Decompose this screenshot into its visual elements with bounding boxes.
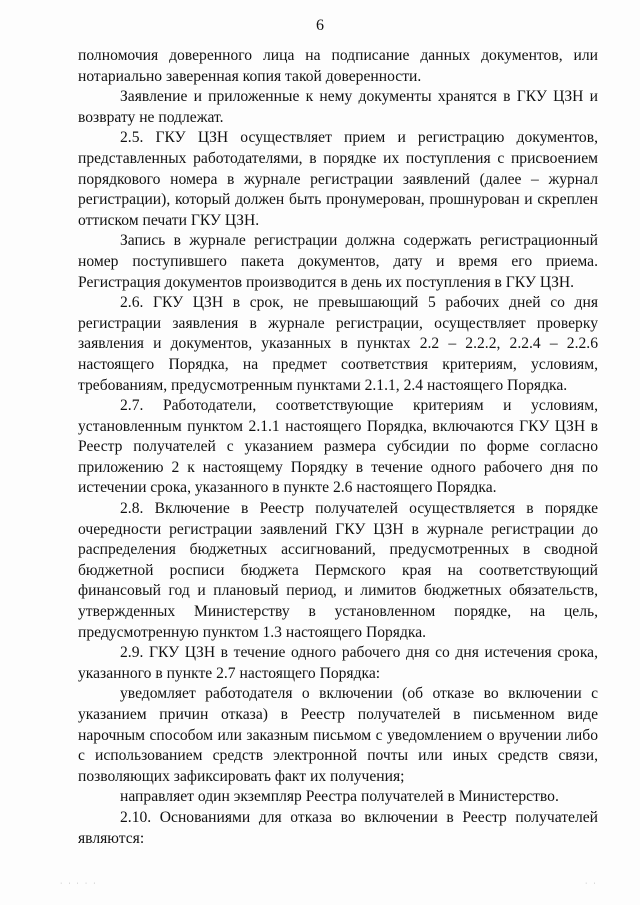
paragraph-2-10: 2.10. Основаниями для отказа во включении в Реестр получателей являются: [78, 808, 598, 847]
paragraph-continuation: полномочия доверенного лица на подписание данных документов, или нотариально заверенная копия такой доверенности. [78, 47, 598, 85]
paragraph-journal-record: Запись в журнале регистрации должна содержать регистрационный номер поступившего пакета документов, дату и время его приема. Регистрация документов производится в день их поступления в ГКУ ЦЗН. [78, 232, 598, 291]
paragraph-notify: уведомляет работодателя о включении (об отказе во включении с указанием причин отказа) в Реестр получателей в письменном виде нарочным способом или заказным письмом с уведомлением о вручении либо с использованием средств электронной почты или иных средств связи, позволяющих зафиксировать факт их получения; [78, 685, 598, 785]
paragraph-storage: Заявление и приложенные к нему документы хранятся в ГКУ ЦЗН и возврату не подлежат. [78, 88, 598, 126]
page-number: 6 [316, 17, 324, 34]
paragraph-2-7: 2.7. Работодатели, соответствующие критериям и условиям, установленным пунктом 2.1.1 настоящего Порядка, включаются ГКУ ЦЗН в Реестр получателей с указанием размера субсидии по форме согласно приложению 2 к настоящему Порядку в течение одного рабочего дня по истечении срока, указанного в пункте 2.6 настоящего Порядка. [78, 397, 598, 497]
paragraph-2-9: 2.9. ГКУ ЦЗН в течение одного рабочего дня со дня истечения срока, указанного в пункте 2.7 настоящего Порядка: [78, 644, 598, 682]
paragraph-2-8: 2.8. Включение в Реестр получателей осуществляется в порядке очередности регистрации заявлений ГКУ ЦЗН в журнале регистрации до распределения бюджетных ассигнований, предусмотренных в сводной бюджетной росписи бюджета Пермского края на соответствующий финансовый год и плановый период, и лимитов бюджетных обязательств, утвержденных Министерству в установленном порядке, на цель, предусмотренную пунктом 1.3 настоящего Порядка. [78, 500, 598, 641]
paragraph-2-5: 2.5. ГКУ ЦЗН осуществляет прием и регистрацию документов, представленных работодателями, в порядке их поступления с присвоением порядкового номера в журнале регистрации заявлений (далее – журнал регистрации), который должен быть пронумерован, прошнурован и скреплен оттиском печати ГКУ ЦЗН. [78, 129, 598, 229]
scan-artifact-right: · · [585, 880, 598, 887]
document-body [78, 46, 598, 849]
paragraph-2-6: 2.6. ГКУ ЦЗН в срок, не превышающий 5 рабочих дней со дня регистрации заявления в журнале регистрации, осуществляет проверку заявления и документов, указанных в пунктах 2.2 – 2.2.2, 2.2.4 – 2.2.6 настоящего Порядка, на предмет соответствия критериям, условиям, требованиям, предусмотренным пунктами 2.1.1, 2.4 настоящего Порядка. [78, 294, 598, 394]
paragraph-send-registry: направляет один экземпляр Реестра получателей в Министерство. [120, 788, 559, 806]
scan-artifact-left: · · · · · [60, 880, 98, 887]
